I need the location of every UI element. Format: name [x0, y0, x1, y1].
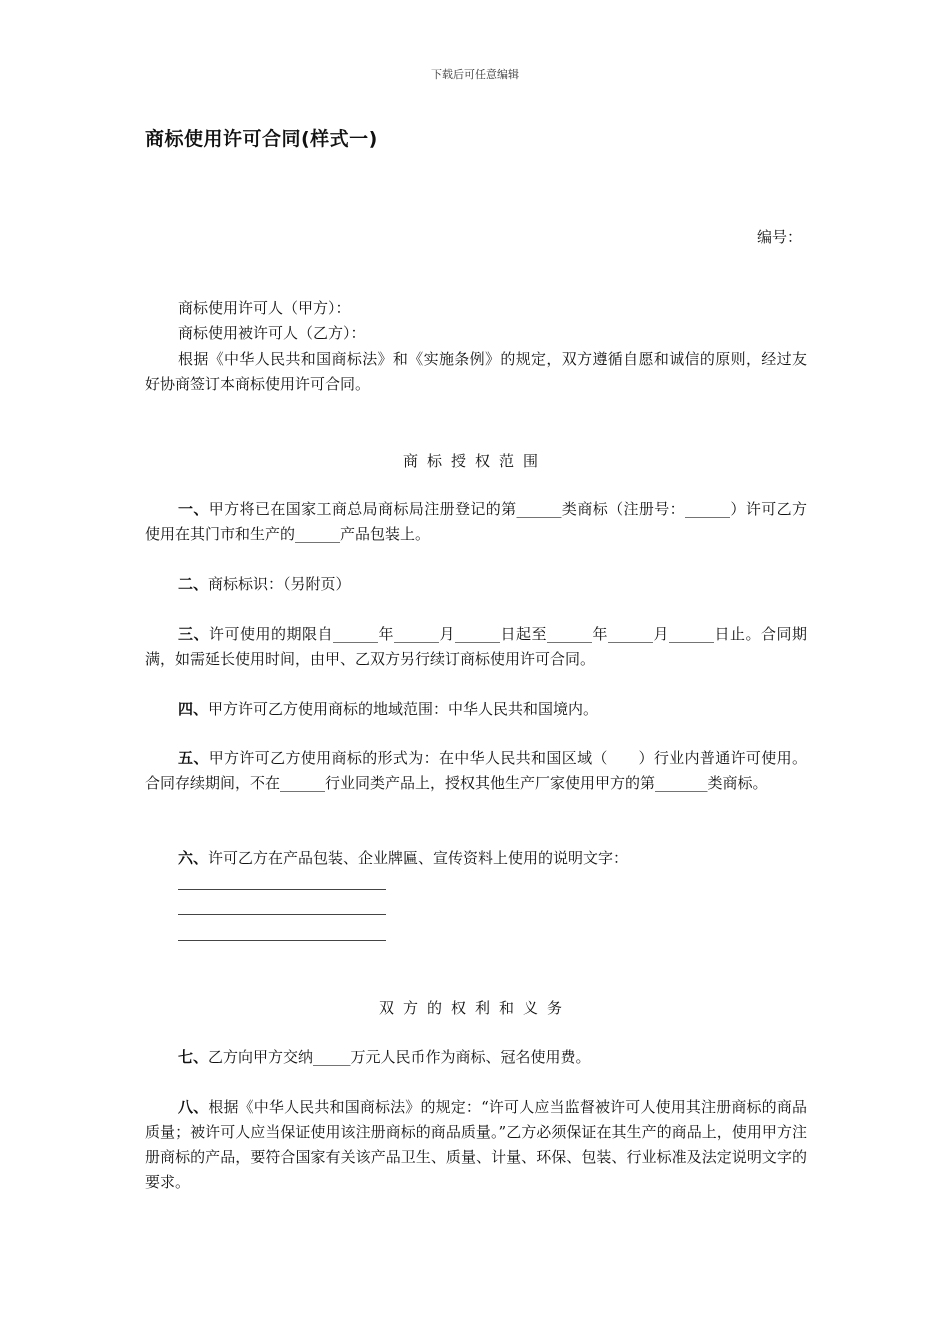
clause-3 [145, 622, 807, 672]
clause-6 [145, 846, 807, 871]
licensee-line: 商标使用被许可人（乙方）： [178, 324, 366, 342]
licensor-line: 商标使用许可人（甲方）： [178, 299, 351, 317]
clause-8-number: 八、 [178, 1098, 209, 1116]
clause-8-text: 根据《中华人民共和国商标法》的规定：“许可人应当监督被许可人使用其注册商标的商品质量；被许可人应当保证使用该注册商标的商品质量。”乙方必须保证在其生产的商品上，使用甲方注册商标的产品，要符合国家有关该产品卫生、质量、计量、环保、包装、行业标准及法定说明文字的要求。 [145, 1098, 807, 1191]
blank-writing-line [178, 889, 386, 890]
section-heading-rights: 双方的权利和义务 [378, 999, 571, 1017]
clause-7 [145, 1045, 807, 1070]
clause-7-number: 七、 [178, 1048, 209, 1066]
clause-5 [145, 746, 807, 796]
clause-3-number: 三、 [178, 625, 209, 643]
clause-1 [145, 497, 807, 547]
document-title: 商标使用许可合同(样式一) [145, 128, 378, 150]
clause-2-number: 二、 [178, 575, 209, 593]
clause-4 [145, 697, 807, 722]
clause-6-number: 六、 [178, 849, 209, 867]
section-heading-scope: 商标授权范围 [402, 452, 547, 470]
clause-2-text: 商标标识：（另附页） [208, 575, 351, 593]
clause-8 [145, 1095, 807, 1195]
clause-2 [145, 572, 807, 597]
clause-4-text: 甲方许可乙方使用商标的地域范围：中华人民共和国境内。 [208, 700, 599, 718]
clause-4-number: 四、 [178, 700, 209, 718]
contract-number-label: 编号： [757, 228, 803, 246]
blank-writing-line [178, 914, 386, 915]
clause-1-text: 甲方将已在国家工商总局商标局注册登记的第______类商标（注册号：______）许可乙方使用在其门市和生产的______产品包装上。 [145, 500, 807, 543]
clause-3-text: 许可使用的期限自______年______月______日起至______年______月______日止。合同期满，如需延长使用时间，由甲、乙双方另行续订商标使用许可合同。 [145, 625, 807, 668]
clause-5-number: 五、 [178, 749, 209, 767]
header-note: 下载后可任意编辑 [431, 68, 519, 81]
intro-paragraph: 根据《中华人民共和国商标法》和《实施条例》的规定，双方遵循自愿和诚信的原则，经过友好协商签订本商标使用许可合同。 [145, 350, 807, 393]
clause-6-text: 许可乙方在产品包装、企业牌匾、宣传资料上使用的说明文字： [208, 849, 629, 867]
blank-writing-line [178, 940, 386, 941]
clause-5-text: 甲方许可乙方使用商标的形式为：在中华人民共和国区域（ ）行业内普通许可使用。合同存续期间，不在______行业同类产品上，授权其他生产厂家使用甲方的第_______类商标。 [145, 749, 807, 792]
clause-1-number: 一、 [178, 500, 209, 518]
clause-7-text: 乙方向甲方交纳_____万元人民币作为商标、冠名使用费。 [208, 1048, 591, 1066]
